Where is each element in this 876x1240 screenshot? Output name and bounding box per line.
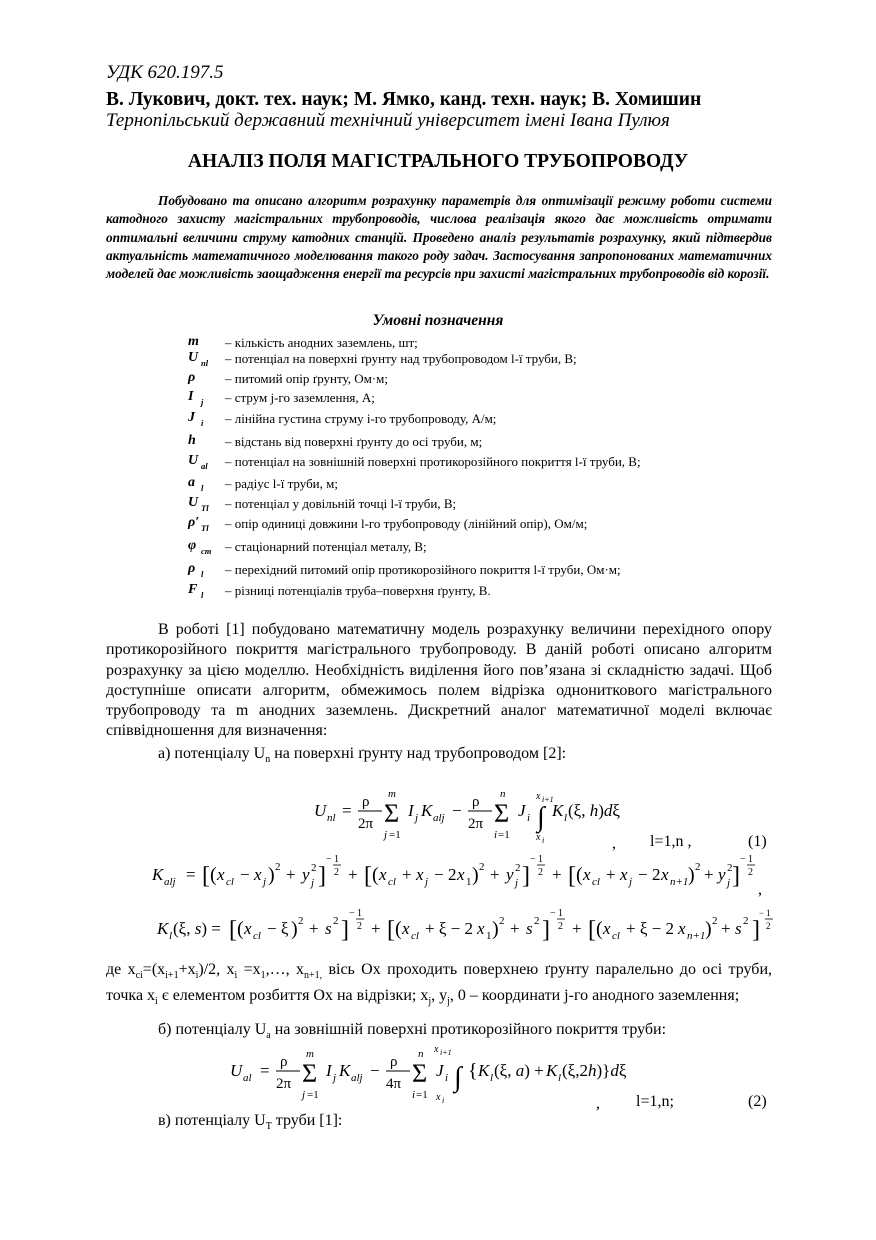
svg-text:K: K <box>157 919 169 938</box>
equation-u-al <box>226 1042 626 1104</box>
svg-text:+: + <box>606 865 616 884</box>
legend-symbol-subscript: j <box>201 397 204 407</box>
svg-text:): ) <box>472 864 479 886</box>
svg-text:x: x <box>536 791 541 802</box>
legend-description: – струм j-го заземлення, А; <box>225 390 375 405</box>
svg-text:K: K <box>152 865 164 884</box>
svg-text:(ξ, h)dξ: (ξ, h)dξ <box>568 801 620 820</box>
svg-text:2: 2 <box>448 865 457 884</box>
affiliation-line: Тернопільський державний технічний університет імені Івана Пулюя <box>106 110 670 131</box>
svg-text:]: ] <box>318 863 326 889</box>
svg-text:i: i <box>494 829 498 841</box>
svg-text:i+1: i+1 <box>542 795 554 804</box>
legend-symbol: ρ <box>188 370 196 385</box>
svg-text:Σ: Σ <box>384 799 400 828</box>
eq2-number: (2) <box>748 1093 767 1110</box>
svg-text:cl: cl <box>411 930 419 942</box>
svg-text:j: j <box>263 876 267 888</box>
svg-text:−: − <box>349 908 355 919</box>
svg-text:i: i <box>442 1096 445 1104</box>
equation-u-nl <box>300 786 620 848</box>
svg-text:∫: ∫ <box>454 1062 462 1093</box>
paper-title: АНАЛІЗ ПОЛЯ МАГІСТРАЛЬНОГО ТРУБОПРОВОДУ <box>187 151 689 172</box>
legend-description: – питомий опір ґрунту, Ом·м; <box>225 371 388 386</box>
svg-text:i: i <box>542 836 545 845</box>
svg-text:2: 2 <box>499 915 505 927</box>
svg-text:i: i <box>445 1072 449 1084</box>
legend-description: – різниці потенціалів труба–поверхня ґрунту, В. <box>225 583 491 598</box>
svg-text:[: [ <box>364 863 372 889</box>
legend-symbol-subscript: l <box>201 569 204 579</box>
svg-text:i+1: i+1 <box>440 1048 452 1057</box>
legend-symbol-subscript: nl <box>201 358 209 368</box>
svg-text:x: x <box>678 919 686 938</box>
svg-text:1: 1 <box>334 854 339 865</box>
equation-k-l-tail <box>752 904 776 950</box>
svg-text:−: − <box>240 865 250 884</box>
svg-text:j: j <box>302 1089 306 1101</box>
legend-description: – радіус l-ї труби, м; <box>225 476 338 491</box>
legend-title: Умовні позначення <box>372 312 504 329</box>
svg-text:cl: cl <box>592 876 600 888</box>
legend-description: – потенціал у довільній точці l-ї труби, В; <box>225 496 457 511</box>
svg-text:x: x <box>402 919 410 938</box>
svg-text:∫: ∫ <box>537 802 545 833</box>
svg-text:2: 2 <box>748 867 753 878</box>
eq1-number: (1) <box>748 833 767 850</box>
svg-text:(: ( <box>576 864 583 886</box>
svg-text:J: J <box>518 801 526 820</box>
svg-text:): ) <box>688 864 695 886</box>
legend-description: – потенціал на зовнішній поверхні протикорозійного покриття l-ї труби, В; <box>225 454 641 469</box>
legend-symbol: F <box>188 582 198 597</box>
svg-text:−: − <box>530 854 536 865</box>
svg-text:i: i <box>412 1089 416 1101</box>
svg-text:(: ( <box>210 864 217 886</box>
svg-text:−: − <box>326 854 332 865</box>
svg-text:2: 2 <box>743 915 749 927</box>
svg-text:(: ( <box>237 918 244 940</box>
svg-text:1: 1 <box>357 908 362 919</box>
svg-text:j: j <box>311 877 315 889</box>
svg-text:al: al <box>243 1072 252 1084</box>
svg-text:(: ( <box>596 918 603 940</box>
svg-text:j: j <box>629 876 633 888</box>
svg-text:ρ: ρ <box>280 1054 288 1070</box>
svg-text:x: x <box>457 865 465 884</box>
svg-text:): ) <box>291 918 298 940</box>
svg-text:=: = <box>342 801 352 820</box>
svg-text:K: K <box>552 801 564 820</box>
svg-text:=: = <box>186 865 196 884</box>
svg-text:1: 1 <box>558 908 563 919</box>
legend-symbol: a <box>188 475 195 490</box>
svg-text:x: x <box>434 1044 439 1055</box>
svg-text:l: l <box>490 1072 494 1084</box>
svg-text:−: − <box>370 1061 380 1080</box>
abstract: Побудовано та описано алгоритм розрахунку параметрів для оптимізації режиму роботи системи катодного захисту магістральних трубопроводів, числова реалізація якого дає можливість отримати оптимальні величини струму катодних станцій. Проведено аналіз результатів розрахунку, який підтвердив актуальність математичного моделювання такого роду задач. Застосування запропонованих математичних моделей дає можливість заощадження енергії та ресурсів при захисті магістральних трубопроводів від корозії. <box>106 193 772 282</box>
svg-text:[: [ <box>387 917 395 943</box>
legend-symbol: U <box>188 350 199 365</box>
svg-text:]: ] <box>752 917 760 943</box>
svg-text:x: x <box>217 865 225 884</box>
legend-description: – потенціал на поверхні ґрунту над трубопроводом l-ї труби, В; <box>225 351 577 366</box>
legend-symbol: U <box>188 453 199 468</box>
svg-text:+: + <box>704 865 714 884</box>
svg-text:2: 2 <box>766 921 771 931</box>
svg-text:x: x <box>661 865 669 884</box>
legend-symbol-subscript: i <box>201 418 204 428</box>
legend-symbol: φ <box>188 538 197 553</box>
svg-text:K: K <box>421 801 433 820</box>
legend-symbol-subscript: al <box>201 461 208 471</box>
svg-text:=1: =1 <box>389 829 401 841</box>
svg-text:): ) <box>705 918 712 940</box>
svg-text:Σ: Σ <box>412 1059 428 1088</box>
item-a: а) потенціалу $U_n$ на поверхні ґрунту над трубопроводом [2]: <box>158 745 567 766</box>
svg-text:(: ( <box>372 864 379 886</box>
udc-code: УДК 620.197.5 <box>106 62 224 83</box>
svg-text:I: I <box>326 1061 332 1080</box>
svg-text:2: 2 <box>334 867 339 878</box>
svg-text:+: + <box>490 865 500 884</box>
svg-text:nl: nl <box>327 812 336 824</box>
svg-text:cl: cl <box>388 876 396 888</box>
svg-text:Σ: Σ <box>302 1059 318 1088</box>
svg-text:y: y <box>506 865 514 884</box>
svg-text:K: K <box>478 1061 490 1080</box>
svg-text:2: 2 <box>558 921 563 932</box>
legend-description: – кількість анодних заземлень, шт; <box>225 335 418 350</box>
svg-text:(ξ, a) +: (ξ, a) + <box>494 1061 544 1080</box>
svg-text:−: − <box>550 908 556 919</box>
svg-text:+ ξ − 2: + ξ − 2 <box>626 919 675 938</box>
svg-text:n+1: n+1 <box>687 930 706 942</box>
svg-text:x: x <box>620 865 628 884</box>
eq2-range: l=1,n; <box>636 1093 674 1110</box>
svg-text:]: ] <box>732 863 740 889</box>
svg-text:2: 2 <box>534 915 540 927</box>
svg-text:−: − <box>740 854 746 865</box>
svg-text:−: − <box>434 865 444 884</box>
svg-text:m: m <box>306 1048 314 1060</box>
svg-text:(: ( <box>395 918 402 940</box>
eq1-range: l=1,n , <box>650 833 692 850</box>
item-b: б) потенціалу $U_a$ на зовнішній поверхні протикорозійного покриття труби: <box>158 1021 667 1042</box>
svg-text:Σ: Σ <box>494 799 510 828</box>
legend-description: – опір одиниці довжини l-го трубопроводу (лінійний опір), Ом/м; <box>225 516 588 531</box>
svg-text:+: + <box>348 865 358 884</box>
svg-text:,: , <box>758 881 762 898</box>
svg-text:1: 1 <box>538 854 543 865</box>
legend-symbol: m <box>188 334 199 349</box>
svg-text:j: j <box>425 876 429 888</box>
svg-text:cl: cl <box>226 876 234 888</box>
svg-text:2: 2 <box>712 915 718 927</box>
svg-text:=1: =1 <box>416 1089 428 1101</box>
svg-text:ρ: ρ <box>390 1054 398 1070</box>
svg-text:J: J <box>436 1061 444 1080</box>
svg-text:U: U <box>230 1061 243 1080</box>
svg-text:+ ξ − 2: + ξ − 2 <box>425 919 474 938</box>
svg-text:2: 2 <box>275 861 281 873</box>
svg-text:x: x <box>254 865 262 884</box>
svg-text:j: j <box>415 812 419 824</box>
svg-text:alj: alj <box>433 812 445 824</box>
legend-symbol-subscript: Tl <box>201 523 209 533</box>
svg-text:=1: =1 <box>498 829 510 841</box>
svg-text:ρ: ρ <box>362 794 370 810</box>
svg-text:U: U <box>314 801 327 820</box>
equation-k-alj <box>150 850 740 896</box>
svg-text:2π: 2π <box>276 1076 292 1092</box>
svg-text:l: l <box>558 1072 562 1084</box>
svg-text:i: i <box>527 812 531 824</box>
svg-text:): ) <box>268 864 275 886</box>
svg-text:2: 2 <box>727 862 733 874</box>
svg-text:(ξ,2h)}dξ: (ξ,2h)}dξ <box>562 1061 626 1080</box>
legend-symbol: J <box>188 410 195 425</box>
svg-text:x: x <box>536 832 541 843</box>
svg-text:j: j <box>333 1072 337 1084</box>
svg-text:cl: cl <box>612 930 620 942</box>
svg-text:2π: 2π <box>468 816 484 832</box>
svg-text:x: x <box>416 865 424 884</box>
svg-text:2: 2 <box>333 915 339 927</box>
svg-text:alj: alj <box>351 1072 363 1084</box>
svg-text:j: j <box>384 829 388 841</box>
svg-text:s: s <box>735 919 742 938</box>
legend-description: – стаціонарний потенціал металу, В; <box>225 539 427 554</box>
item-c: в) потенціалу $U_T$ труби [1]: <box>158 1112 343 1133</box>
svg-text:m: m <box>388 788 396 800</box>
svg-text:−: − <box>759 908 765 918</box>
svg-text:[: [ <box>568 863 576 889</box>
legend-symbol: h <box>188 433 196 448</box>
svg-text:l: l <box>564 812 568 824</box>
svg-text:s: s <box>526 919 533 938</box>
svg-text:x: x <box>583 865 591 884</box>
svg-text:4π: 4π <box>386 1076 402 1092</box>
svg-text:+: + <box>510 919 520 938</box>
svg-text:1: 1 <box>466 876 472 888</box>
svg-text:+: + <box>309 919 319 938</box>
svg-text:2: 2 <box>357 921 362 932</box>
svg-text:x: x <box>477 919 485 938</box>
authors-line: В. Лукович, докт. тех. наук; М. Ямко, канд. техн. наук; В. Хомишин <box>106 89 702 110</box>
legend-symbol: U <box>188 495 199 510</box>
svg-text:cl: cl <box>253 930 261 942</box>
svg-text:x: x <box>603 919 611 938</box>
svg-text:1: 1 <box>748 854 753 865</box>
svg-text:2π: 2π <box>358 816 374 832</box>
svg-text:+: + <box>721 919 731 938</box>
legend-symbol: ρ′ <box>188 515 200 530</box>
svg-text:[: [ <box>229 917 237 943</box>
svg-text:(ξ, s) =: (ξ, s) = <box>173 919 221 938</box>
svg-text:2: 2 <box>652 865 661 884</box>
svg-text:n: n <box>500 788 506 800</box>
svg-text:K: K <box>339 1061 351 1080</box>
svg-text:y: y <box>302 865 310 884</box>
svg-text:− ξ: − ξ <box>267 919 289 938</box>
svg-text:+: + <box>552 865 562 884</box>
svg-text:2: 2 <box>538 867 543 878</box>
svg-text:K: K <box>546 1061 558 1080</box>
body-paragraph-2: де $x_{ci}=(x_{i+1}+x_i)/2$, $x_i$ $=x_1,\dots$, $x_{n+1,}$ вісь Ox проходить поверхнею ґрунту паралельно до осі труби, точка $x_i$ є елементом розбиття Ox на відрізки; $x_j$, $y_j$, 0 – координати j-го анодного заземлення; <box>106 961 773 1008</box>
svg-text:+: + <box>371 919 381 938</box>
svg-text:+: + <box>402 865 412 884</box>
legend-symbol-subscript: Tl <box>201 503 209 513</box>
svg-text:2: 2 <box>695 861 701 873</box>
legend-symbol-subscript: ст <box>201 546 212 556</box>
svg-text:2: 2 <box>515 862 521 874</box>
legend-description: – відстань від поверхні ґрунту до осі труби, м; <box>225 434 483 449</box>
legend-symbol: ρ <box>188 561 196 576</box>
svg-text:I: I <box>408 801 414 820</box>
svg-text:s: s <box>325 919 332 938</box>
svg-text:−: − <box>638 865 648 884</box>
legend-description: – перехідний питомий опір протикорозійного покриття l-ї труби, Ом·м; <box>225 562 621 577</box>
svg-text:): ) <box>492 918 499 940</box>
svg-text:j: j <box>727 877 731 889</box>
svg-text:]: ] <box>542 917 550 943</box>
svg-text:ρ: ρ <box>472 794 480 810</box>
svg-text:]: ] <box>522 863 530 889</box>
legend-description: – лінійна густина струму i-го трубопроводу, А/м; <box>225 411 497 426</box>
svg-text:2: 2 <box>298 915 304 927</box>
legend-symbol: I <box>188 389 194 404</box>
svg-text:−: − <box>452 801 462 820</box>
svg-text:=1: =1 <box>307 1089 319 1101</box>
equation-k-alj-tail <box>732 850 772 900</box>
svg-text:1: 1 <box>486 930 492 942</box>
svg-text:j: j <box>515 877 519 889</box>
svg-text:y: y <box>718 865 726 884</box>
svg-text:]: ] <box>341 917 349 943</box>
svg-text:x: x <box>244 919 252 938</box>
svg-text:x: x <box>379 865 387 884</box>
svg-text:{: { <box>468 1060 478 1082</box>
svg-text:2: 2 <box>311 862 317 874</box>
svg-text:alj: alj <box>164 876 176 888</box>
svg-text:+: + <box>572 919 582 938</box>
svg-text:[: [ <box>588 917 596 943</box>
svg-text:l: l <box>169 930 173 942</box>
legend-symbol-subscript: l <box>201 483 204 493</box>
svg-text:[: [ <box>202 863 210 889</box>
svg-text:n+1: n+1 <box>670 876 689 888</box>
equation-k-l <box>155 904 755 950</box>
svg-text:+: + <box>286 865 296 884</box>
svg-text:x: x <box>436 1092 441 1103</box>
svg-text:=: = <box>260 1061 270 1080</box>
svg-text:n: n <box>418 1048 424 1060</box>
body-paragraph-1: В роботі [1] побудовано математичну модель розрахунку величини перехідного опору протикорозійного покриття магістрального трубопроводу. В даній роботі описано алгоритм розрахунку за цією моделлю. Необхідність виділення його пов’язана зі складністю задачі. Щоб доступніше описати алгоритм, обмежимось полем відрізка однониткового магістрального трубопроводу та m анодних заземлень. Дискретний аналог математичної моделі включає співвідношення для визначення: <box>106 621 772 740</box>
svg-text:2: 2 <box>479 861 485 873</box>
legend-symbol-subscript: l <box>201 590 204 600</box>
svg-text:1: 1 <box>766 908 771 918</box>
